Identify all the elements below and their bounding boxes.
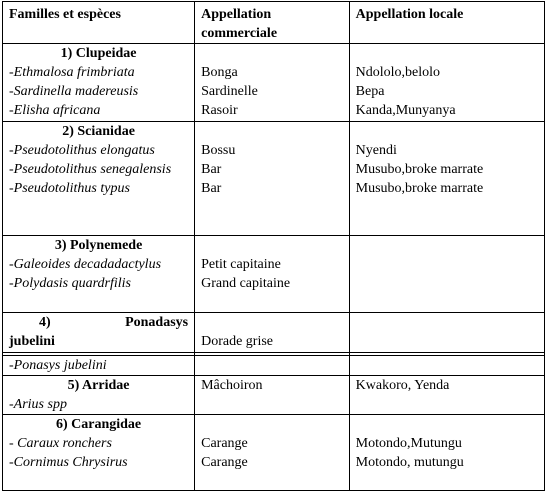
species-name: - Caraux ronchers [9, 436, 112, 451]
table-row [3, 415, 545, 491]
header-local-name: Appellation locale [349, 2, 544, 44]
commercial-name: Carange [201, 436, 248, 451]
commercial-cell [195, 44, 350, 122]
local-name: Motondo,Mutungu [355, 436, 462, 451]
species-name: -Polydasis quardrfilis [9, 276, 131, 291]
local-name: Bepa [355, 84, 385, 99]
header-row [3, 2, 545, 44]
local-cell [349, 415, 544, 491]
family-name: 6) Carangidae [55, 417, 142, 432]
family-cell [3, 415, 195, 491]
header-commercial-name: Appellation commerciale [195, 2, 350, 44]
commercial-name: Sardinelle [201, 84, 258, 99]
local-cell [349, 122, 544, 236]
family-cell [3, 236, 195, 313]
commercial-cell [195, 236, 350, 313]
local-cell [349, 356, 544, 376]
species-name: -Ponasys jubelini [9, 358, 107, 373]
table-row [3, 313, 545, 353]
table-row [3, 44, 545, 122]
commercial-name: Bar [201, 162, 222, 177]
family-name [9, 313, 188, 332]
local-name: Kwakoro, Yenda [355, 378, 450, 393]
local-name: Ndololo,belolo [355, 65, 441, 80]
species-table [2, 1, 545, 491]
local-cell [349, 44, 544, 122]
table-row [3, 356, 545, 376]
table-row [3, 122, 545, 236]
family-name: 1) Clupeidae [60, 46, 137, 61]
local-cell [349, 376, 544, 415]
commercial-name: Bar [201, 181, 222, 196]
commercial-name: Petit capitaine [201, 257, 281, 272]
commercial-name: Mâchoiron [201, 378, 263, 393]
commercial-name: Rasoir [201, 103, 238, 118]
commercial-name: Grand capitaine [201, 276, 291, 291]
family-name: 3) Polynemede [54, 238, 143, 253]
family-cell [3, 44, 195, 122]
local-name: Nyendi [355, 143, 397, 158]
commercial-cell [195, 356, 350, 376]
family-cell [3, 356, 195, 376]
species-name: -Pseudotolithus senegalensis [9, 162, 172, 177]
table-row [3, 236, 545, 313]
species-name: -Pseudotolithus elongatus [9, 143, 155, 158]
family-cell [3, 122, 195, 236]
local-name: Musubo,broke marrate [355, 181, 484, 196]
header-families: Familles et espèces [3, 2, 195, 44]
family-number: 4) [39, 315, 51, 330]
commercial-name: Carange [201, 455, 248, 470]
table-row [3, 376, 545, 415]
family-cell [3, 376, 195, 415]
family-name: 2) Scianidae [62, 124, 135, 139]
family-name: 5) Arridae [67, 378, 130, 393]
species-name: -Ethmalosa frimbriata [9, 65, 135, 80]
species-name: -Pseudotolithus typus [9, 181, 130, 196]
species-name: -Arius spp [9, 397, 67, 412]
species-name: -Elisha africana [9, 103, 101, 118]
species-name: -Sardinella madereusis [9, 84, 139, 99]
commercial-name: Dorade grise [201, 334, 274, 349]
local-name: Musubo,broke marrate [355, 162, 484, 177]
local-cell [349, 236, 544, 313]
commercial-cell [195, 313, 350, 353]
commercial-cell [195, 415, 350, 491]
commercial-cell [195, 376, 350, 415]
commercial-name: Bonga [201, 65, 238, 80]
species-name: -Cornimus Chrysirus [9, 455, 128, 470]
local-name: Motondo, mutungu [355, 455, 464, 470]
commercial-cell [195, 122, 350, 236]
family-cell [3, 313, 195, 353]
family-genus: Ponadasys [125, 315, 189, 330]
family-epithet: jubelini [9, 334, 55, 349]
local-name: Kanda,Munyanya [355, 103, 456, 118]
species-name: -Galeoides decadadactylus [9, 257, 162, 272]
commercial-name: Bossu [201, 143, 236, 158]
local-cell [349, 313, 544, 353]
